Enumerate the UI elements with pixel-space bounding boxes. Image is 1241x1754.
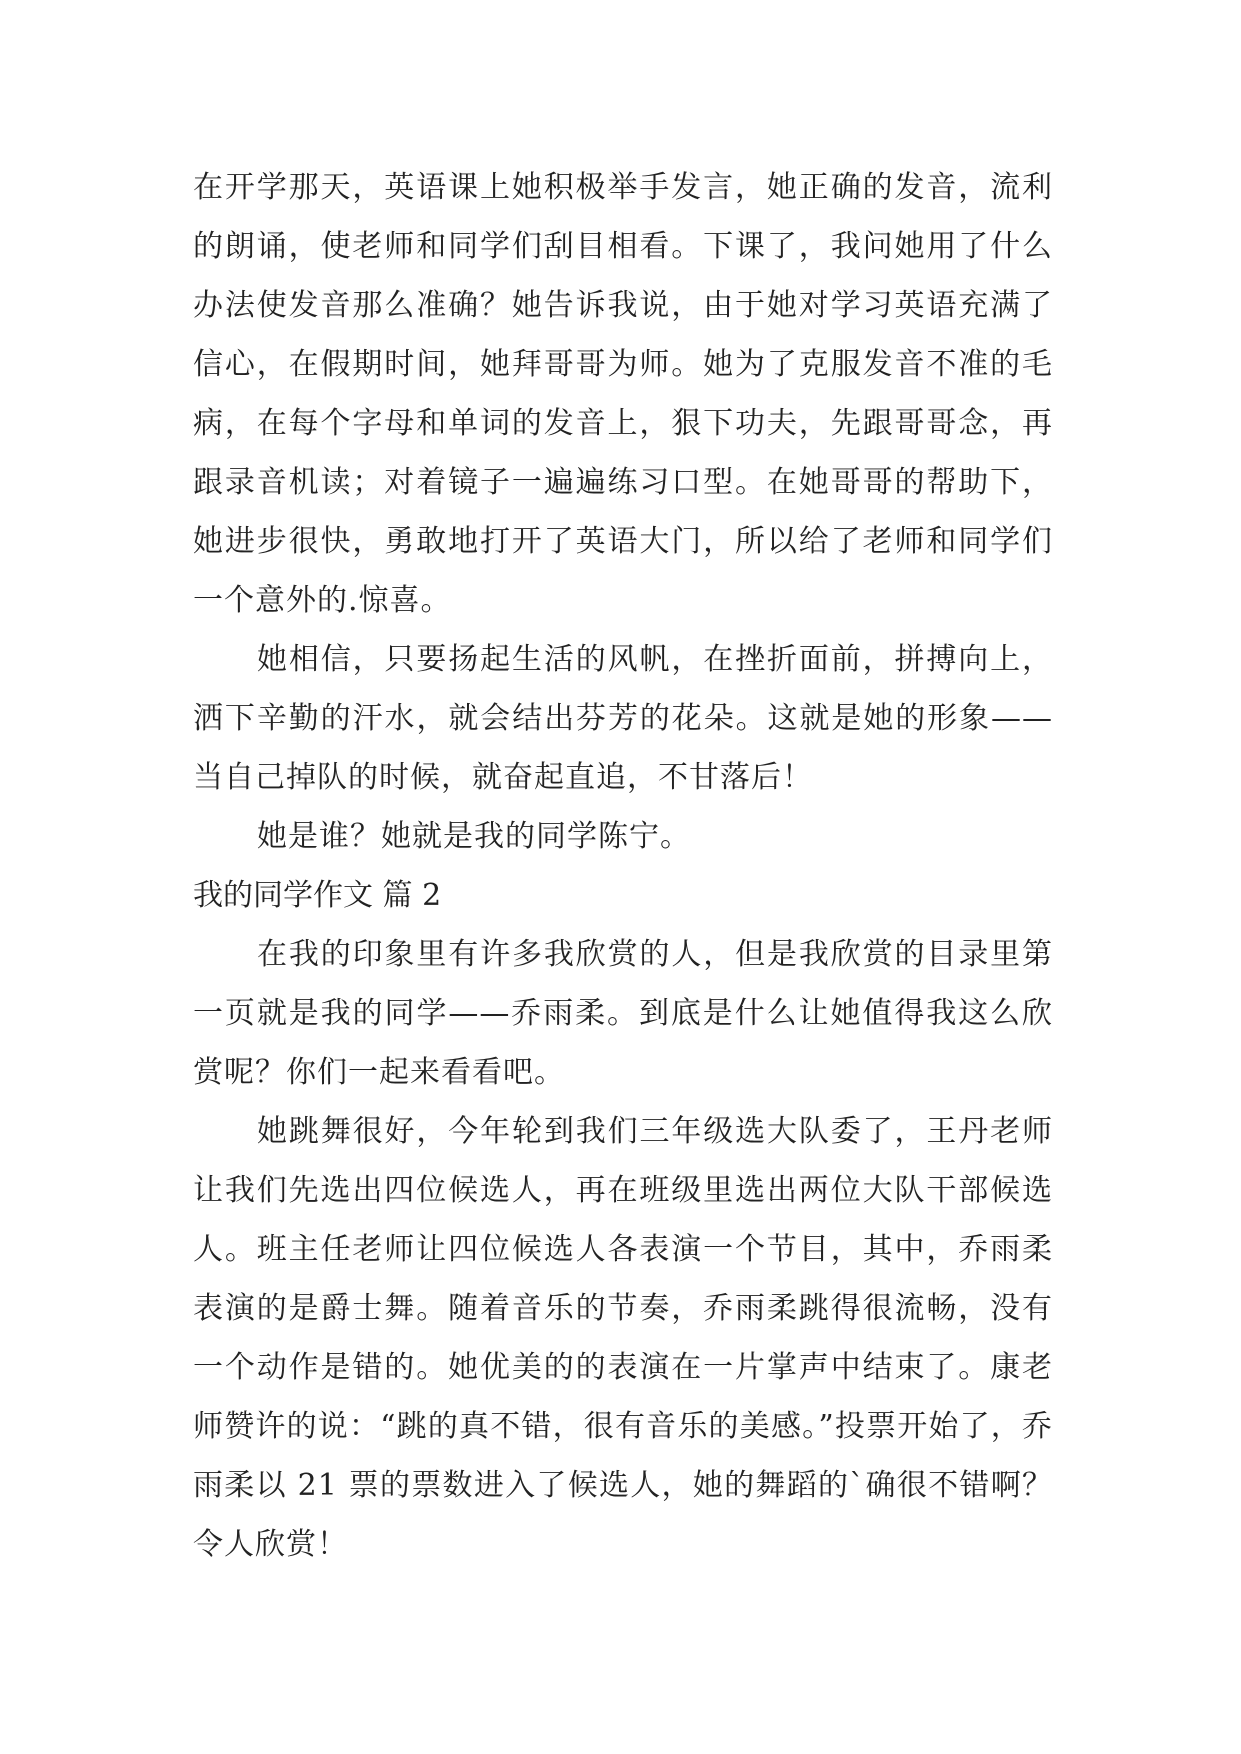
paragraph-who-is-she: 她是谁？她就是我的同学陈宁。 (257, 819, 691, 854)
paragraph-impression: 在我的印象里有许多我欣赏的人，但是我欣赏的目录里第一页就是我的同学——乔雨柔。到底是什么让她值得我这么欣赏呢？你们一起来看看吧。 (193, 937, 1053, 1090)
paragraph-belief: 她相信，只要扬起生活的风帆，在挫折面前，拼搏向上，洒下辛勤的汗水，就会结出芬芳的花朵。这就是她的形象——当自己掉队的时候，就奋起直追，不甘落后！ (193, 642, 1053, 795)
paragraph-english-class: 在开学那天，英语课上她积极举手发言，她正确的发音，流利的朗诵，使老师和同学们刮目相看。下课了，我问她用了什么办法使发音那么准确？她告诉我说，由于她对学习英语充满了信心，在假期时间，她拜哥哥为师。她为了克服发音不准的毛病，在每个字母和单词的发音上，狠下功夫，先跟哥哥念，再跟录音机读；对着镜子一遍遍练习口型。在她哥哥的帮助下，她进步很快，勇敢地打开了英语大门，所以给了老师和同学们一个意外的.惊喜。 (193, 170, 1053, 618)
paragraph-dance: 她跳舞很好，今年轮到我们三年级选大队委了，王丹老师让我们先选出四位候选人，再在班级里选出两位大队干部候选人。班主任老师让四位候选人各表演一个节目，其中，乔雨柔表演的是爵士舞。随着音乐的节奏，乔雨柔跳得很流畅，没有一个动作是错的。她优美的的表演在一片掌声中结束了。康老师赞许的说：“跳的真不错，很有音乐的美感。”投票开始了，乔雨柔以 21 票的票数进入了候选人，她的舞蹈的`确很不错啊？令人欣赏！ (193, 1114, 1053, 1562)
document-body (193, 158, 1053, 1574)
section-heading: 我的同学作文 篇 2 (193, 878, 442, 913)
